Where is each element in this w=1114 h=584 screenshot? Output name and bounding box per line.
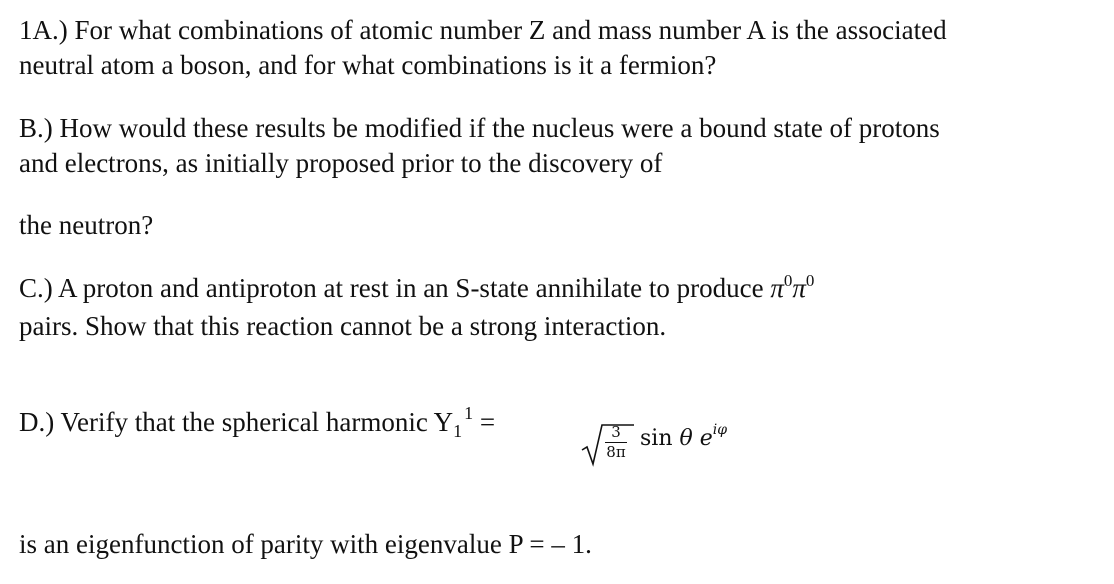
exponent: iφ: [712, 422, 728, 438]
euler-e: e: [692, 426, 713, 451]
equals-sign: =: [473, 407, 496, 437]
question-b-line-3: the neutron?: [19, 210, 154, 240]
harmonic-subscript: 1: [453, 421, 463, 441]
fraction-numerator: 3: [611, 423, 621, 441]
question-1a-line-1: 1A.) For what combinations of atomic number Z and mass number A is the associated: [19, 15, 947, 45]
theta-symbol: θ: [679, 426, 693, 451]
question-c-line-1: [19, 270, 814, 310]
harmonic-superscript: 1: [464, 403, 474, 423]
sine-term: [640, 424, 727, 456]
fraction-denominator: 8π: [606, 443, 626, 461]
question-1a-line-2: neutral atom a boson, and for what combinations is it a fermion?: [19, 50, 717, 80]
pion-symbol-2: π: [792, 273, 806, 303]
question-b-line-2: and electrons, as initially proposed prior to the discovery of: [19, 148, 663, 178]
sine-label: sin: [640, 426, 680, 451]
pion-symbol: π: [770, 273, 784, 303]
question-c-line-2: pairs. Show that this reaction cannot be a strong interaction.: [19, 311, 667, 341]
pion-charge-2: 0: [805, 271, 815, 290]
question-b-line-1: B.) How would these results be modified if the nucleus were a bound state of protons: [19, 113, 940, 143]
pion-charge: 0: [783, 271, 793, 290]
question-c-text: C.) A proton and antiproton at rest in an S-state annihilate to produce: [19, 273, 764, 303]
question-d-text: D.) Verify that the spherical harmonic Y: [19, 407, 454, 437]
question-d-line-1: [19, 404, 495, 443]
spherical-harmonic-formula: [580, 422, 760, 470]
question-d-line-3: is an eigenfunction of parity with eigenvalue P = – 1.: [19, 529, 592, 559]
